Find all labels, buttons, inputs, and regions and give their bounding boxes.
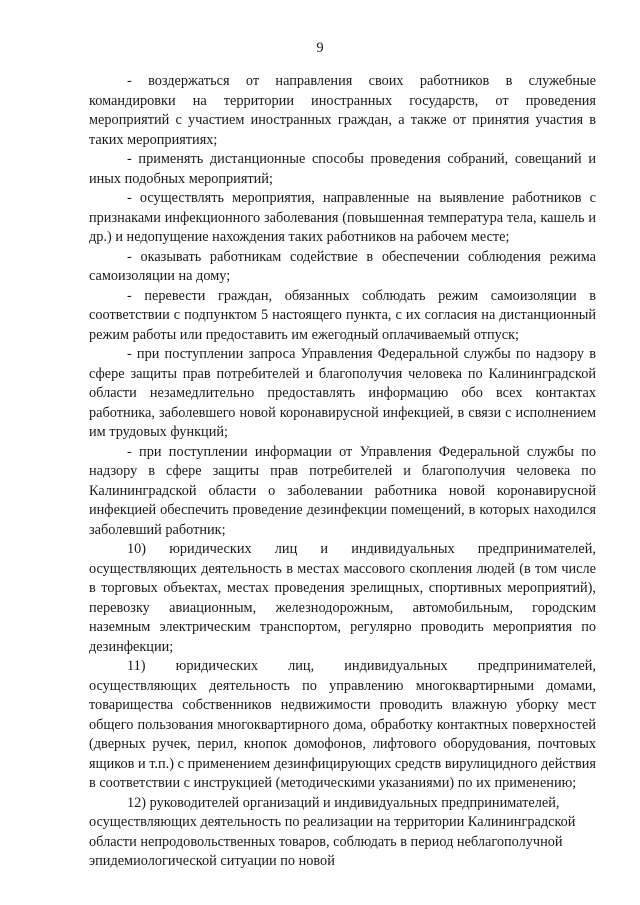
paragraph-detect-infected-workers: - осуществлять мероприятия, направленные на выявление работников с признаками инфекционного заболевания (повышенная температура тела, кашель и др.) и недопущение нахождения таких работников на рабочем месте;	[89, 190, 596, 245]
document-body	[89, 72, 596, 872]
paragraph-disinfection-after-case: - при поступлении информации от Управления Федеральной службы по надзору в сфере защиты прав потребителей и благополучия человека по Калининградской области о заболевании работника новой коронавирусной инфекцией обеспечить проведение дезинфекции помещений, в которых находился заболевший работник;	[89, 443, 596, 538]
paragraph-item-12: 12) руководителей организаций и индивидуальных предпринимателей, осуществляющих деятельность по реализации на территории Калининградской области непродовольственных товаров, соблюдать в период неблагополучной эпидемиологической ситуации по новой	[89, 794, 576, 869]
paragraph-no-business-trips: - воздержаться от направления своих работников в служебные командировки на территории иностранных государств, от проведения мероприятий с участием иностранных граждан, а также от принятия участия в таких мероприятиях;	[89, 73, 596, 148]
paragraph-item-11: 11) юридических лиц, индивидуальных предпринимателей, осуществляющих деятельность по управлению многоквартирными домами, товарищества собственников недвижимости проводить влажную уборку мест общего пользования многоквартирного дома, обработку контактных поверхностей (дверных ручек, перил, кнопок домофонов, лифтового оборудования, почтовых ящиков и т.п.) с применением дезинфицирующих средств вирулицидного действия в соответствии с инструкцией (методическими указаниями) по их применению;	[89, 658, 596, 791]
paragraph-remote-work-or-leave: - перевести граждан, обязанных соблюдать режим самоизоляции в соответствии с подпунктом 5 настоящего пункта, с их согласия на дистанционный режим работы или предоставить им ежегодный оплачиваемый отпуск;	[89, 287, 596, 343]
paragraph-self-isolation-support: - оказывать работникам содействие в обеспечении соблюдения режима самоизоляции на дому;	[89, 248, 596, 284]
paragraph-contact-information: - при поступлении запроса Управления Федеральной службы по надзору в сфере защиты прав потребителей и благополучия человека по Калининградской области незамедлительно предоставлять информацию обо всех контактах работника, заболевшего новой коронавирусной инфекцией, в связи с исполнением им трудовых функций;	[89, 346, 596, 440]
paragraph-item-10: 10) юридических лиц и индивидуальных предпринимателей, осуществляющих деятельность в местах массового скопления людей (в том числе в торговых объектах, местах проведения зрелищных, спортивных мероприятий), перевозку авиационным, железнодорожным, автомобильным, городским наземным электрическим транспортом, регулярно проводить мероприятия по дезинфекции;	[89, 541, 596, 655]
page-number: 9	[316, 40, 324, 56]
paragraph-remote-meetings: - применять дистанционные способы проведения собраний, совещаний и иных подобных мероприятий;	[89, 151, 596, 187]
